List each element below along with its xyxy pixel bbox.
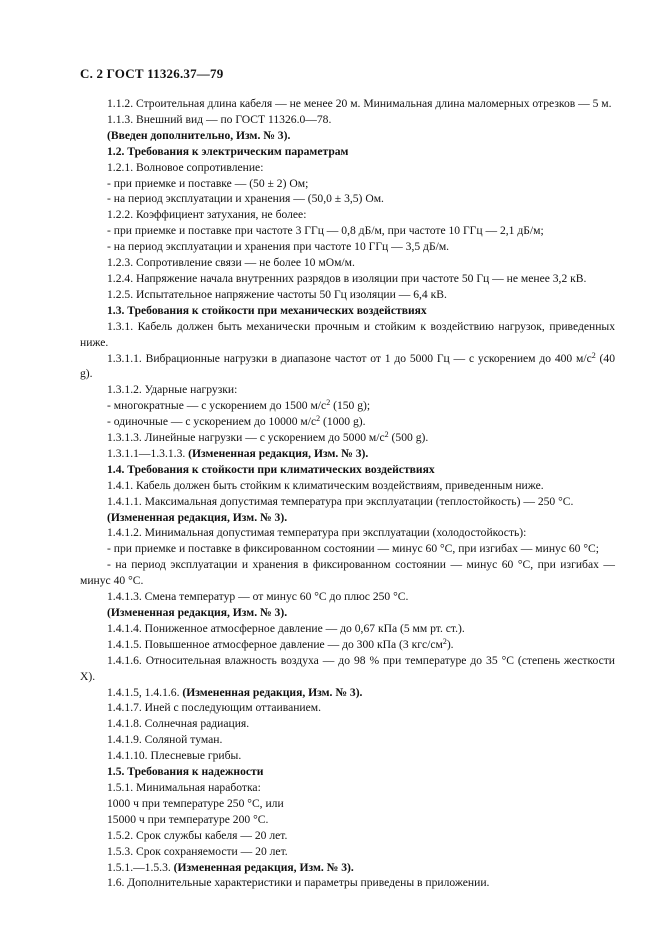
paragraph-1-4-1-1: 1.4.1.1. Максимальная допустимая температура при эксплуатации (теплостойкость) — 250 °С.: [107, 494, 574, 508]
section-heading-1-4: 1.4. Требования к стойкости при климатических воздействиях: [107, 462, 435, 476]
list-item: - на период эксплуатации и хранения — (50,0 ± 3,5) Ом.: [107, 192, 384, 206]
paragraph-1-4-1-6: 1.4.1.6. Относительная влажность воздуха — до 98 % при температуре до 35 °С (степень жесткости X).: [80, 653, 615, 683]
paragraph-1-2-4: 1.2.4. Напряжение начала внутренних разрядов в изоляции при частоте 50 Гц — не менее 3,2 кВ.: [107, 271, 587, 285]
amendment-line: [80, 685, 615, 701]
paragraph-1-4-1-2: 1.4.1.2. Минимальная допустимая температура при эксплуатации (холодостойкость):: [107, 526, 527, 540]
amendment-note: (Измененная редакция, Изм. № 3).: [188, 446, 369, 460]
paragraph-1-2-5: 1.2.5. Испытательное напряжение частоты 50 Гц изоляции — 6,4 кВ.: [107, 287, 447, 301]
list-item: - при приемке и поставке — (50 ± 2) Ом;: [107, 176, 309, 190]
list-item: 15000 ч при температуре 200 °С.: [107, 812, 269, 826]
paragraph-1-1-3: 1.1.3. Внешний вид — по ГОСТ 11326.0—78.: [107, 112, 332, 126]
paragraph-1-5-3: 1.5.3. Срок сохраняемости — 20 лет.: [107, 844, 288, 858]
superscript: 2: [442, 636, 447, 646]
text-span: (500 g).: [388, 431, 429, 445]
text-span: (1000 g).: [320, 415, 366, 429]
page-header: С. 2 ГОСТ 11326.37—79: [80, 66, 224, 81]
amendment-note: (Измененная редакция, Изм. № 3).: [107, 606, 288, 619]
superscript: 2: [384, 430, 389, 440]
section-heading-1-5: 1.5. Требования к надежности: [107, 765, 264, 779]
text-span: (40 g).: [80, 351, 615, 381]
list-item: - при приемке и поставке при частоте 3 ГГц — 0,8 дБ/м, при частоте 10 ГГц — 2,1 дБ/м;: [107, 224, 544, 238]
paragraph-1-4-1-8: 1.4.1.8. Солнечная радиация.: [107, 717, 250, 731]
list-item: - на период эксплуатации и хранения в фиксированном состоянии — минус 60 °С, при изгибах — минус 40 °С.: [80, 558, 615, 588]
paragraph-1-2-1: 1.2.1. Волновое сопротивление:: [107, 160, 264, 174]
text-span: - многократные — с ускорением до 1500 м/с: [107, 399, 327, 413]
paragraph-1-4-1: 1.4.1. Кабель должен быть стойким к климатическим воздействиям, приведенным ниже.: [107, 478, 544, 492]
paragraph-1-5-2: 1.5.2. Срок службы кабеля — 20 лет.: [107, 828, 288, 842]
list-item: - на период эксплуатации и хранения при частоте 10 ГГц — 3,5 дБ/м.: [107, 240, 450, 254]
amendment-note: (Измененная редакция, Изм. № 3).: [107, 510, 288, 524]
paragraph-1-1-2: 1.1.2. Строительная длина кабеля — не менее 20 м. Минимальная длина маломерных отрезков — 5 м.: [107, 97, 612, 110]
text-span: 1.3.1.1. Вибрационные нагрузки в диапазоне частот от 1 до 5000 Гц — с ускорением до 400 м/с: [107, 351, 592, 365]
text-span: 1.3.1.1—1.3.1.3.: [107, 446, 189, 460]
paragraph-1-3-1: 1.3.1. Кабель должен быть механически прочным и стойким к воздействию нагрузок, приведенных ниже.: [80, 319, 615, 349]
list-item: - при приемке и поставке в фиксированном состоянии — минус 60 °С, при изгибах — минус 60 °С;: [107, 542, 599, 556]
paragraph-1-6: 1.6. Дополнительные характеристики и параметры приведены в приложении.: [107, 876, 490, 890]
amendment-note: (Введен дополнительно, Изм. № 3).: [107, 128, 291, 142]
amendment-line: [80, 860, 615, 876]
paragraph-1-4-1-7: 1.4.1.7. Иней с последующим оттаиванием.: [107, 701, 322, 715]
amendment-line: [80, 446, 615, 462]
paragraph-1-4-1-3: 1.4.1.3. Смена температур — от минус 60 °С до плюс 250 °С.: [107, 590, 409, 604]
paragraph-1-2-3: 1.2.3. Сопротивление связи — не более 10 мОм/м.: [107, 256, 355, 270]
section-heading-1-3: 1.3. Требования к стойкости при механических воздействиях: [107, 303, 427, 317]
text-span: 1.5.1.—1.5.3.: [107, 860, 174, 874]
superscript: 2: [591, 350, 596, 360]
text-span: ).: [446, 637, 454, 651]
paragraph-1-4-1-5: [80, 637, 615, 653]
paragraph-1-2-2: 1.2.2. Коэффициент затухания, не более:: [107, 208, 307, 222]
list-item: [80, 414, 615, 430]
text-span: - одиночные — с ускорением до 10000 м/с: [107, 415, 317, 429]
text-span: 1.3.1.3. Линейные нагрузки — с ускорением до 5000 м/с: [107, 431, 385, 445]
paragraph-1-5-1: 1.5.1. Минимальная наработка:: [107, 780, 261, 794]
amendment-note: (Измененная редакция, Изм. № 3).: [182, 685, 363, 699]
section-heading-1-2: 1.2. Требования к электрическим параметрам: [107, 144, 349, 158]
superscript: 2: [326, 398, 331, 408]
paragraph-1-3-1-3: [80, 430, 615, 446]
amendment-note: (Измененная редакция, Изм. № 3).: [173, 860, 354, 874]
list-item: [80, 398, 615, 414]
paragraph-1-4-1-10: 1.4.1.10. Плесневые грибы.: [107, 749, 242, 763]
text-span: (150 g);: [330, 399, 371, 413]
text-span: 1.4.1.5, 1.4.1.6.: [107, 685, 183, 699]
document-body: [80, 96, 615, 891]
list-item: 1000 ч при температуре 250 °С, или: [107, 796, 284, 810]
text-span: 1.4.1.5. Повышенное атмосферное давление — до 300 кПа (3 кгс/см: [107, 637, 443, 651]
paragraph-1-4-1-9: 1.4.1.9. Соляной туман.: [107, 733, 223, 747]
superscript: 2: [316, 414, 321, 424]
paragraph-1-4-1-4: 1.4.1.4. Пониженное атмосферное давление — до 0,67 кПа (5 мм рт. ст.).: [107, 621, 465, 635]
paragraph-1-3-1-2: 1.3.1.2. Ударные нагрузки:: [107, 383, 238, 397]
paragraph-1-3-1-1: [80, 351, 615, 383]
